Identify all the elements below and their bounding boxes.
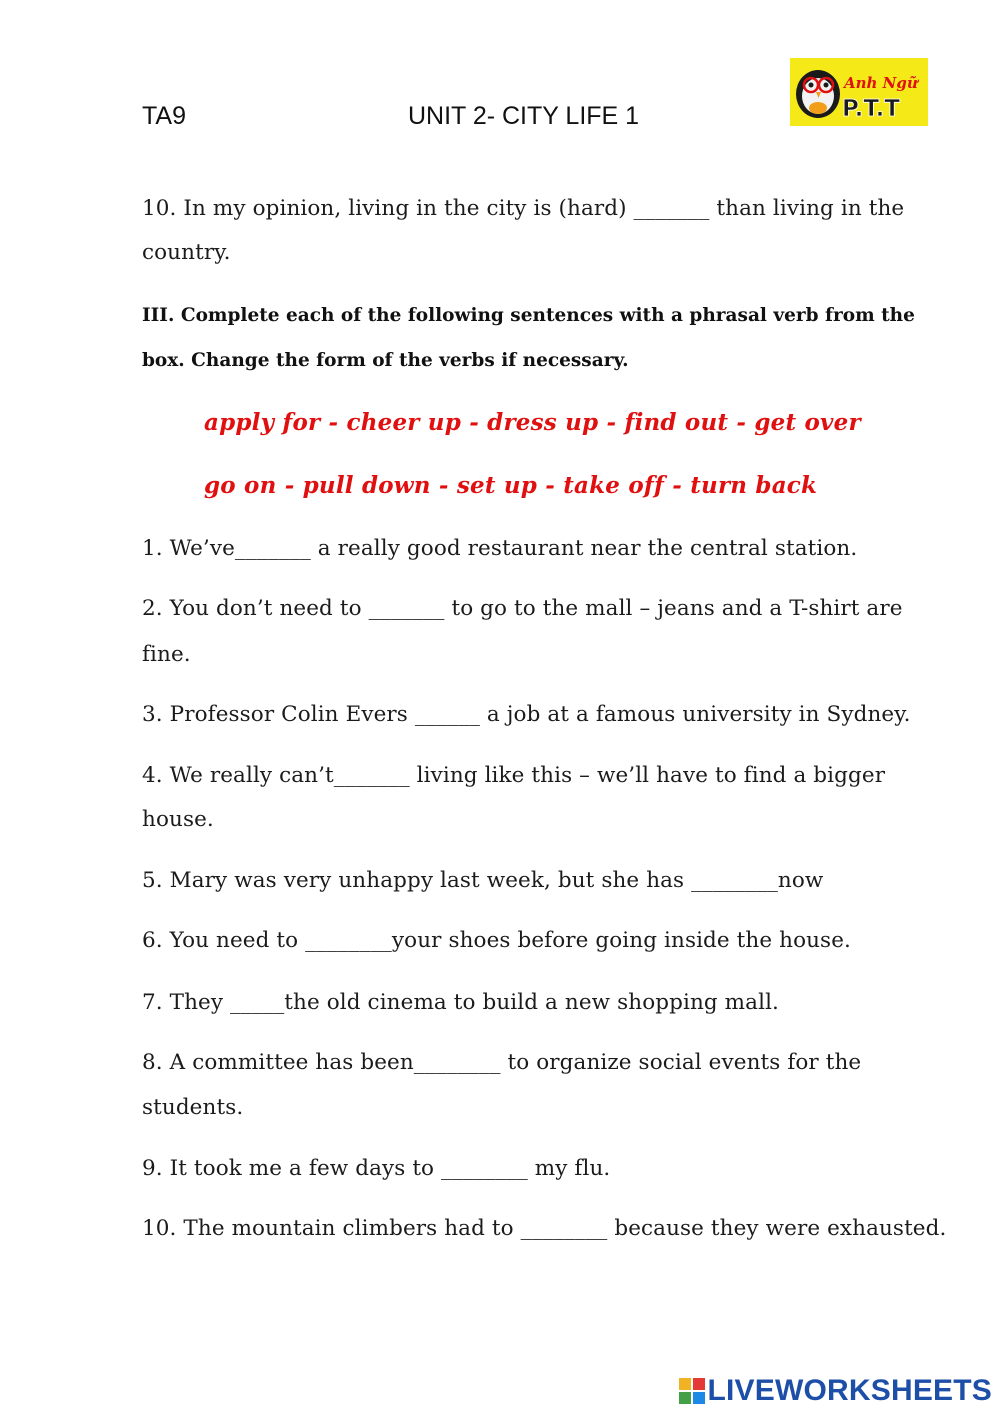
question-2-line1: 2. You don’t need to _______ to go to the mall – jeans and a T-shirt are [142,596,903,621]
class-code: TA9 [142,102,186,130]
section-instruction-line2: box. Change the form of the verbs if necessary. [142,350,629,371]
prev-question-10-line2: country. [142,240,231,265]
logo-text-bottom: P.T.T [842,96,900,122]
question-3: 3. Professor Colin Evers ______ a job at a famous university in Sydney. [142,702,911,727]
owl-logo-icon [790,58,928,126]
liveworksheets-brand[interactable] [679,1374,993,1408]
logo-text-top: Anh Ngữ [844,74,918,92]
question-6: 6. You need to ________your shoes before going inside the house. [142,928,851,953]
question-8-line2: students. [142,1095,244,1120]
question-1: 1. We’ve_______ a really good restaurant near the central station. [142,536,858,561]
word-box-line2: go on - pull down - set up - take off - turn back [204,472,818,499]
question-4-line2: house. [142,807,214,832]
word-box-line1: apply for - cheer up - dress up - find out - get over [204,409,861,436]
question-2-line2: fine. [142,642,191,667]
question-8-line1: 8. A committee has been________ to organize social events for the [142,1050,862,1075]
section-instruction-line1: III. Complete each of the following sentences with a phrasal verb from the [142,305,915,326]
liveworksheets-logo-icon [679,1378,705,1404]
question-5: 5. Mary was very unhappy last week, but she has ________now [142,868,824,893]
page-title: UNIT 2- CITY LIFE 1 [408,102,640,130]
logo [790,58,928,126]
question-7: 7. They _____the old cinema to build a new shopping mall. [142,990,779,1015]
question-4-line1: 4. We really can’t_______ living like this – we’ll have to find a bigger [142,763,886,788]
question-10: 10. The mountain climbers had to ________ because they were exhausted. [142,1216,947,1241]
question-9: 9. It took me a few days to ________ my flu. [142,1156,611,1181]
liveworksheets-text: LIVEWORKSHEETS [707,1374,992,1407]
prev-question-10-line1: 10. In my opinion, living in the city is (hard) _______ than living in the [142,196,905,221]
